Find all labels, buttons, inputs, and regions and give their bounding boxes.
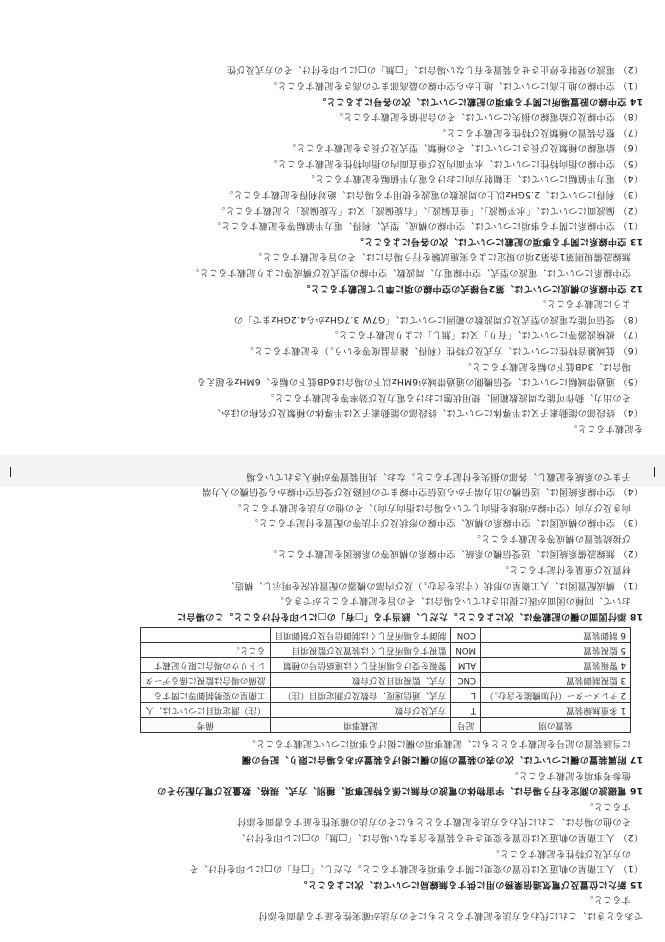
text-line: その出力、動作可能な周波数範囲、使用状態における電力及び効率等を記載すること。 (264, 391, 631, 403)
table-header-row (141, 717, 631, 732)
text-line: び接続装置の構成等を記載すること。 (471, 532, 631, 544)
table-cell: L (451, 687, 481, 702)
text-line: （2） 偏波面については、「水平偏波」、「垂直偏波」、「右旋偏波」又は「左旋偏波」と記載すること。 (215, 204, 643, 216)
rotated-text-block-bottom (22, 470, 643, 922)
text-line: の方式及び特性を記載すること。 (490, 847, 631, 859)
table-cell: 方式及び台数 (270, 702, 451, 717)
table-row (141, 702, 631, 717)
column-header: 記載事項 (270, 717, 451, 732)
text-line: を記載すること。 (567, 423, 643, 434)
text-line: （1） 空中線系に関する事項については、空中線の構成、型式、利得、電力半値幅等を記載すること。 (211, 220, 643, 232)
table-cell (141, 627, 270, 642)
table-row (141, 627, 631, 642)
text-line: （4） 空中線系統図は、送信機の出力端子から送信空中線までの回路及び受信空中線から受信機の入力端 (202, 486, 643, 498)
crop-mark (10, 467, 11, 477)
table-cell: MON (451, 642, 481, 657)
text-line: （8） 空中線及び給電線の損失については、その合計値を記載すること。 (333, 111, 643, 123)
text-line: 空中線系については、電波の型式、空中線電力、周波数、空中線の型式及び構成等により記載すること。 (189, 267, 631, 279)
table-row (141, 687, 631, 702)
column-header: 記号 (451, 717, 481, 732)
section-heading: 12 空中線系の構成については、第2号様式の空中線の項に準じて記載すること。 (300, 282, 643, 294)
text-line: （7） 整合装置の種類及び特性を記載すること。 (436, 126, 643, 138)
text-line: （5） 通過帯域幅については、受信機側の通過帯域が6MHz以下の場合は6dB低下の幅を、6MHzを超える (196, 376, 643, 388)
table-row (141, 657, 631, 672)
text-line: であるときは、これに代わる方法を記載するとともにその方法が確実性を証する書面を添付 (258, 910, 643, 921)
text-line: 場合は、3dB低下の幅を記載すること。 (462, 360, 631, 372)
table-cell: 方式、監視項目及び台数 (270, 672, 451, 687)
text-line: （2） 電波の発射を停止させる装置を有しない場合は、「□無」の□にレ印を付け、その方式及び性 (226, 64, 643, 76)
text-line: 他参考事項を記載すること。 (508, 769, 631, 781)
section-heading: 15 新たに位置及び電気通信業務の用に供する無線局については、次によること。 (298, 878, 643, 890)
text-line: （6） 低域雑音特性については、方式及び特性（利得、雑音温度等をいう。）を記載すること。 (244, 345, 643, 357)
text-line: すること。 (584, 894, 631, 906)
document-page-bottom (0, 470, 665, 942)
rotated-text-block-top (22, 20, 643, 435)
text-line: その他の場合は、これに代わる方法を記載するとともにその方法の確実性を証する書面を添付 (236, 816, 631, 828)
section-heading: 16 電磁波の測定を行う場合は、宇宙物体の電波の有無に係る特記事項、種別、方式、規格、数量及び電力配分その (157, 785, 643, 797)
table-cell: CNC (451, 672, 481, 687)
table-cell: 制御する場所若しくは制御信号及び制御項目 (270, 627, 451, 642)
table-cell: 3 監視制御装置 (481, 672, 631, 687)
text-line: （3） 空中線の構成図は、空中線系の構成、空中線の形状及び寸法等の配置を付記すること。 (248, 517, 643, 529)
text-line: （8） 受信可能な電波の型式及び周波数の範囲については、「G7W 3.7GHzから4.2GHzまで」の (233, 313, 643, 325)
text-line: （2） 人工衛星の軌道又は位置を変更させる装置を含まない場合は、「□無」の□にレ印を付け、 (236, 832, 643, 844)
text-line: 子までの系統を記載し、各部の損失を付記すること。なお、共用装置等が挿入されている場 (246, 470, 631, 482)
table-cell: CON (451, 627, 481, 642)
table-cell: 工衛星の姿勢制御等に関する (141, 687, 270, 702)
text-line: （7） 被検波器等については、「有り」又は「無し」により記載すること。 (328, 329, 643, 341)
table-cell: 監視する場所若しくは装置及び監視項目 (270, 642, 451, 657)
table-cell: 設備の場合は監視に係るデータ (141, 672, 270, 687)
text-line: おいて、同種の図面が既に提出されている場合は、その旨を記載することができる。 (274, 595, 631, 607)
column-header: 装置の別 (481, 717, 631, 732)
text-line: （4） 電力半値幅については、主輻射方向における電力半値幅を記載すること。 (305, 173, 643, 185)
text-line: すること。 (584, 800, 631, 812)
attached-devices-table (140, 627, 631, 733)
table-cell: T (451, 702, 481, 717)
text-line: に当該装置の記号を記載するとともに、記載事項の欄に掲げる事項について記載すること。 (246, 738, 631, 750)
table-cell: 1 多重無線装置 (481, 702, 631, 717)
text-line: 無線設備規則第1条第2項の規定による実施試験を行う場合には、その旨を記載すること。 (252, 251, 631, 263)
text-line: 材質及び重量を付記すること。 (499, 564, 631, 576)
text-line: （1） 構成配置図は、人工衛星の形状（寸法を含む。）及び内部の機器の配置状況を明示し、構造、 (225, 579, 643, 591)
section-heading: 17 附属装置の欄については、次の表の装置の別の欄に掲げる装置がある場合に限り、記号の欄 (241, 754, 643, 766)
table-cell: （注）測定項目については、人 (141, 702, 270, 717)
table-row (141, 672, 631, 687)
section-heading: 14 空中線の設置場所に関する事項の記載については、次の各号によること。 (316, 95, 643, 107)
table-cell: 6 制御装置 (481, 627, 631, 642)
table-cell: 5 監視装置 (481, 642, 631, 657)
section-heading: 18 添付図面の欄の記載等は、次によること。ただし、該当する「□有」の□にレ印を付けること。この場合に (176, 610, 643, 622)
text-line: 向き及び方向（空中線が地球を指向している場合は指向方向）、その他の方法を記載すること。 (231, 501, 631, 513)
text-line: （6） 給電線の種類及び長さについては、その種類、型式及び長さを記載すること。 (286, 142, 643, 154)
text-line: （3） 利得については、2.5GHz以上の周波数の電波を使用する場合は、絶対利得を記載すること。 (223, 189, 643, 201)
column-header: 備考 (141, 717, 270, 732)
table-cell: ること。 (141, 642, 270, 657)
text-line: （1） 人工衛星の軌道又は位置の変更に関する事項を記載すること。ただし、「□有」の□にレ印を付け、そ (189, 863, 643, 875)
text-line: （5） 空中線の指向特性については、水平面内及び垂直面内の指向特性を記載すること。 (267, 157, 643, 169)
section-heading: 13 空中線系に関する事項の記載については、次の各号によること。 (354, 235, 643, 247)
table-cell: ALM (451, 657, 481, 672)
table-cell: レトリウの場合に限り記載す (141, 657, 270, 672)
text-line: （4） 終段部の能動素子又は半導体については、終段部の能動素子又は半導体の種類及び名称のほか、 (211, 407, 643, 419)
table-cell: 2 テレメーター（付加機能を含む。） (481, 687, 631, 702)
text-line: （2） 無線設備系統図は、送受信機の系統、空中線系の構成等の系統図を記載すること。 (267, 548, 643, 560)
table-cell: 4 警報装置 (481, 657, 631, 672)
document-page-top (0, 0, 665, 455)
table-cell: 警報を受ける場所若しくは連絡信号の種類 (270, 657, 451, 672)
text-line: （1） 空中線の地上高については、地上から空中線の最高部までの高さを記載すること。 (267, 79, 643, 91)
crop-mark (654, 467, 655, 477)
table-row (141, 642, 631, 657)
table-cell: 方式、通信速度、台数及び測定項目（注） (270, 687, 451, 702)
text-line: ように記載すること。 (537, 298, 631, 310)
